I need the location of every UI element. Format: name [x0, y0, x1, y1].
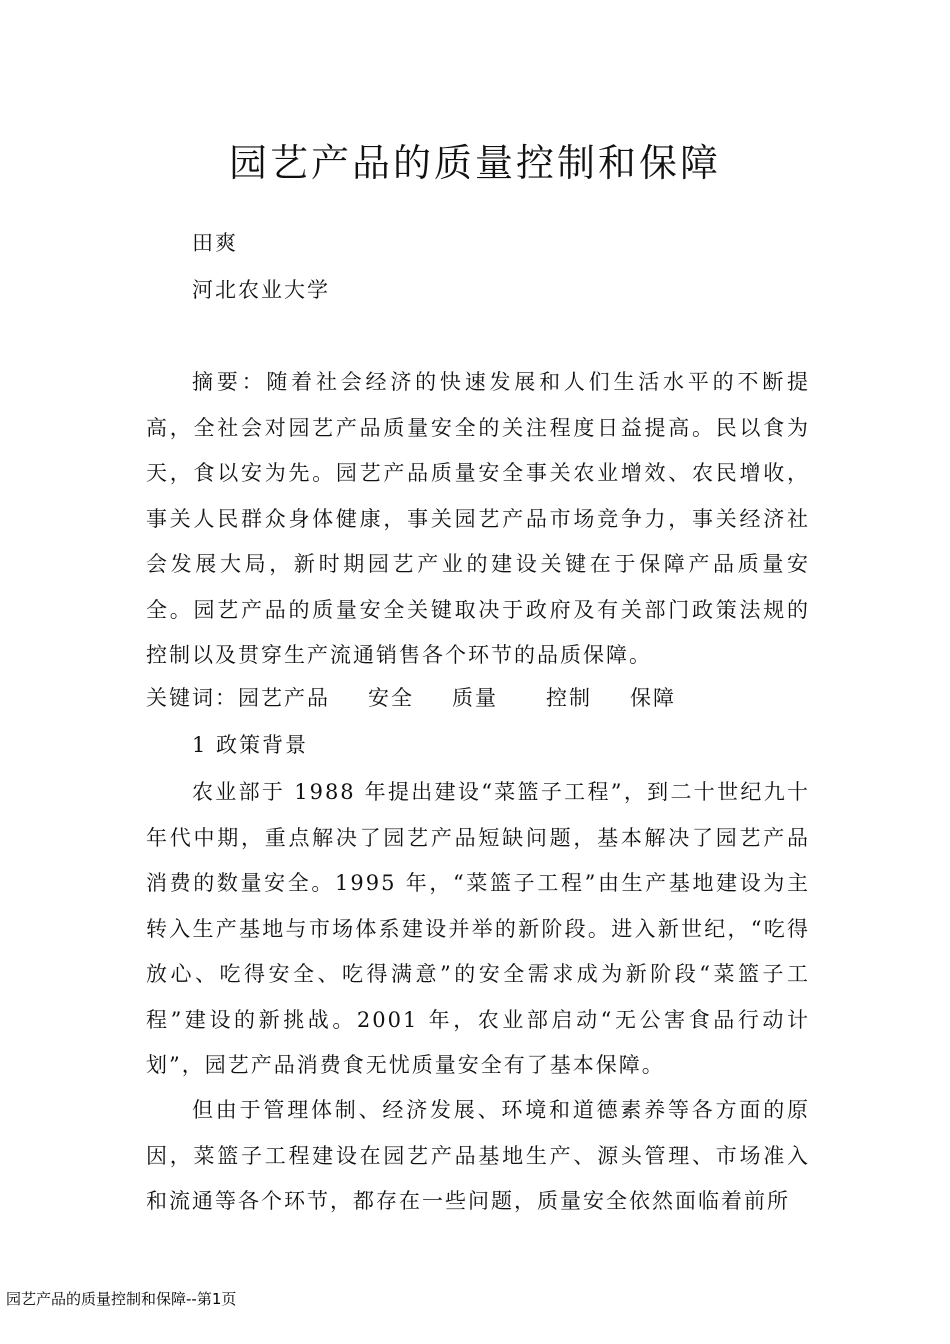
author-affiliation: 河北农业大学	[192, 278, 330, 302]
abstract-paragraph: 摘要：随着社会经济的快速发展和人们生活水平的不断提高，全社会对园艺产品质量安全的关注程度日益提高。民以食为天，食以安为先。园艺产品质量安全事关农业增效、农民增收，事关人民群众身体健康，事关园艺产品市场竞争力，事关经济社会发展大局，新时期园艺产业的建设关键在于保障产品质量安全。园艺产品的质量安全关键取决于政府及有关部门政策法规的控制以及贯穿生产流通销售各个环节的品质保障。	[146, 370, 810, 667]
keyword-item: 质量	[452, 686, 498, 710]
body-paragraph: 农业部于 1988 年提出建设“菜篮子工程”，到二十世纪九十年代中期，重点解决了园艺产品短缺问题，基本解决了园艺产品消费的数量安全。1995 年，“菜篮子工程”由生产基地建设为主转入生产基地与市场体系建设并举的新阶段。进入新世纪，“吃得放心、吃得安全、吃得满意”的安全需求成为新阶段“菜篮子工程”建设的新挑战。2001 年，农业部启动“无公害食品行动计划”，园艺产品消费食无忧质量安全有了基本保障。	[146, 780, 810, 1077]
author-name: 田爽	[192, 231, 238, 255]
body-paragraph: 但由于管理体制、经济发展、环境和道德素养等各方面的原因，菜篮子工程建设在园艺产品基地生产、源头管理、市场准入和流通等各个环节，都存在一些问题，质量安全依然面临着前所	[146, 1098, 810, 1213]
keyword-item: 园艺产品	[238, 686, 330, 710]
keywords-label: 关键词：	[146, 686, 238, 710]
document-title: 园艺产品的质量控制和保障	[228, 141, 721, 185]
keywords-line	[146, 678, 676, 718]
page-footer: 园艺产品的质量控制和保障--第1页	[6, 1290, 237, 1308]
keyword-item: 安全	[368, 686, 414, 710]
keyword-item: 控制	[546, 686, 592, 710]
section-heading: 1 政策背景	[192, 733, 309, 757]
keyword-item: 保障	[630, 686, 676, 710]
